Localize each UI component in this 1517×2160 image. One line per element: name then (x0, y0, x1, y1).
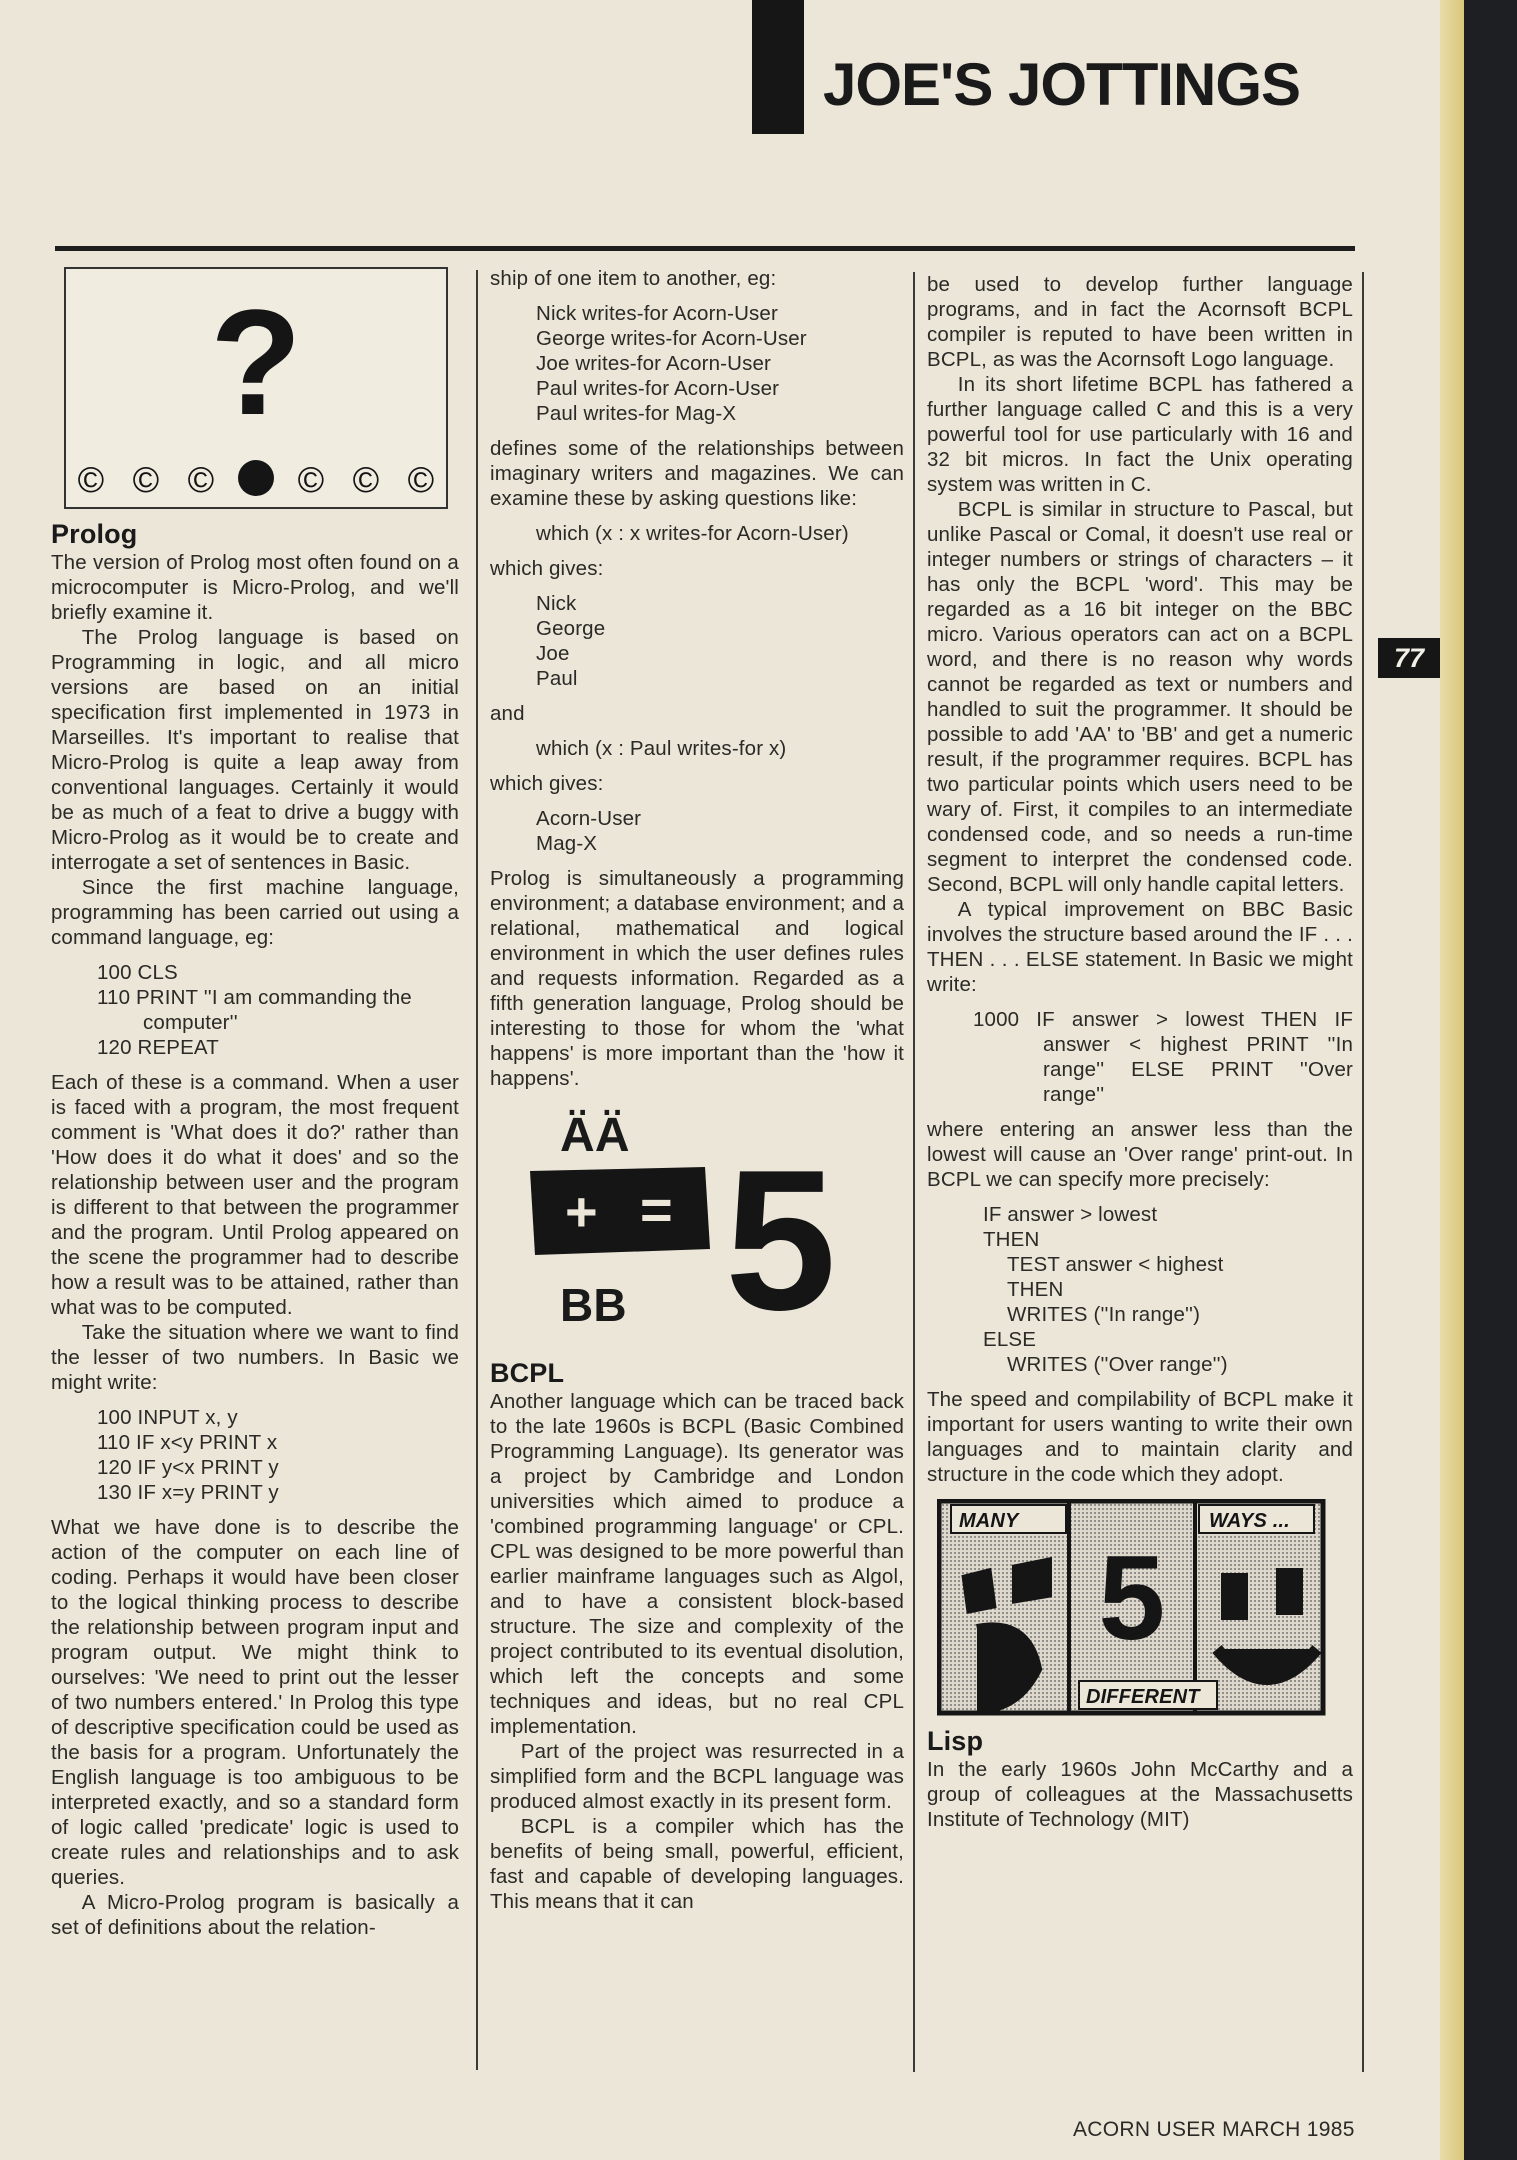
code-line: Paul writes-for Acorn-User (536, 377, 780, 400)
figure (490, 1099, 904, 1349)
code-line: 120 REPEAT (97, 1036, 219, 1059)
code-line: George writes-for Acorn-User (536, 327, 807, 350)
code-line: Joe (536, 642, 570, 665)
paragraph: be used to develop further language programs, and in fact the Acornsoft BCPL compiler is reputed to have been written in BCPL, as was the Acornsoft Logo language. (927, 273, 1353, 371)
circle-icon: © (187, 459, 215, 500)
code-line: Nick writes-for Acorn-User (536, 302, 778, 325)
code-line: 100 CLS (97, 961, 178, 984)
code-line: WRITES (''Over range'') (1007, 1353, 1228, 1376)
code-line: IF answer > lowest (983, 1203, 1158, 1226)
paragraph: A Micro-Prolog program is basically a set of definitions about the relation- (51, 1891, 459, 1939)
paragraph: The version of Prolog most often found on a microcomputer is Micro-Prolog, and we'll briefly examine it. (51, 551, 459, 624)
page-number: 77 (1378, 638, 1440, 678)
code-listing (536, 521, 904, 546)
paragraph: In its short lifetime BCPL has fathered a further language called C and this is a very powerful tool for use particularly with 16 and 32 bit micros. In fact the Unix operating system was written in C. (927, 373, 1353, 496)
figure (51, 266, 459, 512)
code-line: which (x : Paul writes-for x) (536, 737, 787, 760)
paragraph: which gives: (490, 557, 604, 580)
circle-icon: © (407, 459, 435, 500)
aa-label: ÄÄ (560, 1109, 630, 1162)
code-line: 1000 IF answer > lowest THEN IF answer < highest PRINT ''In range'' ELSE PRINT ''Over range'' (973, 1008, 1353, 1106)
section-heading: Lisp (927, 1726, 984, 1756)
code-line: Acorn-User (536, 807, 642, 830)
figure (927, 1499, 1353, 1717)
paragraph: defines some of the relationships between imaginary writers and magazines. We can examine these by asking questions like: (490, 437, 904, 510)
bb-label: BB (560, 1279, 627, 1331)
paragraph: BCPL is a compiler which has the benefits of being small, powerful, efficient, fast and capable of developing languages. This means that it can (490, 1815, 904, 1913)
section-heading: BCPL (490, 1358, 565, 1388)
code-line: 110 IF x<y PRINT x (97, 1431, 278, 1454)
code-line: George (536, 617, 606, 640)
circle-icon: © (297, 459, 325, 500)
code-listing (97, 1405, 459, 1505)
plus-sign: + (565, 1180, 598, 1243)
section-heading: Prolog (51, 519, 138, 549)
code-line: 130 IF x=y PRINT y (97, 1481, 279, 1504)
paragraph: Prolog is simultaneously a programming environment; a database environment; and a relational, mathematical and logical environment in which the user defines rules and requests information. Regarded as a fifth generation language, Prolog should be interesting to those for whom the 'what happens' is more important than the 'how it happens'. (490, 867, 904, 1090)
paragraph: The speed and compilability of BCPL make it important for users wanting to write their own languages and to maintain clarity and structure in the code which they adopt. (927, 1388, 1353, 1486)
column-divider (1362, 272, 1364, 2072)
paragraph: Another language which can be traced back to the late 1960s is BCPL (Basic Combined Programming Language). Its generator was a project by Cambridge and London universities which aimed to produce a 'combined programming language' or CPL. CPL was designed to be more powerful than earlier mainframe languages such as Algol, and to have a consistent block-based structure. The size and complexity of the project contributed to its eventual disolution, which left the concepts and some techniques and ideas, but no real CPL implementation. (490, 1390, 904, 1738)
code-line: THEN (1007, 1278, 1064, 1301)
five-digit: 5 (1098, 1531, 1166, 1665)
paragraph: In the early 1960s John McCarthy and a group of colleagues at the Massachusetts Institute of Technology (MIT) (927, 1758, 1353, 1831)
column-divider (476, 270, 478, 2070)
paragraph: Take the situation where we want to find the lesser of two numbers. In Basic we might write: (51, 1321, 459, 1394)
code-line: Paul (536, 667, 578, 690)
page-edge (1440, 0, 1464, 2160)
question-mark-icon: ? (210, 278, 302, 446)
column-3 (927, 272, 1353, 1832)
paragraph: A typical improvement on BBC Basic involves the structure based around the IF . . . THEN . . . ELSE statement. In Basic we might write: (927, 898, 1353, 996)
equals-sign: = (640, 1178, 673, 1241)
code-listing (983, 1202, 1353, 1377)
circle-icon: © (352, 459, 380, 500)
code-line: THEN (983, 1228, 1040, 1251)
paragraph: Each of these is a command. When a user is faced with a program, the most frequent comment is 'What does it do?' rather than 'How does it do what it does' and so the relationship between user and the program is different to that between the programmer and the program. Until Prolog appeared on the scene the programmer had to describe how a result was to be attained, rather than what was to be computed. (51, 1071, 459, 1319)
code-line: 120 IF y<x PRINT y (97, 1456, 279, 1479)
code-line: Joe writes-for Acorn-User (536, 352, 772, 375)
many-label: MANY (959, 1510, 1019, 1532)
column-2 (490, 266, 904, 1914)
paragraph: What we have done is to describe the action of the computer on each line of coding. Perhaps it would have been closer to the logical thinking process to describe the relationship between program input and program output. We might think to ourselves: 'We need to print out the lesser of two numbers entered.' In Prolog this type of descriptive specification could be used as the basis for a program. Unfortunately the English language is too ambiguous to be interpreted exactly, and so a standard form of logic called 'predicate' logic is used to create rules and relationships and to ask queries. (51, 1516, 459, 1889)
paragraph: The Prolog language is based on Programming in logic, and all micro versions are based on an initial specification first implemented in 1973 in Marseilles. It's important to realise that Micro-Prolog is quite a leap away from conventional languages. Certainly it would be as much of a feat to drive a buggy with Micro-Prolog as it would be to create and interrogate a set of sentences in Basic. (51, 626, 459, 874)
question-mark-illustration (51, 266, 449, 512)
different-label: DIFFERENT (1086, 1686, 1200, 1708)
code-listing (536, 806, 904, 856)
code-listing (973, 1007, 1353, 1107)
paragraph: Part of the project was resurrected in a simplified form and the BCPL language was produced almost exactly in its present form. (490, 1740, 904, 1813)
ways-label: WAYS ... (1209, 1510, 1290, 1532)
code-listing (97, 960, 459, 1060)
code-line: Nick (536, 592, 577, 615)
code-line: Paul writes-for Mag-X (536, 402, 737, 425)
paragraph: which gives: (490, 772, 604, 795)
code-line: which (x : x writes-for Acorn-User) (536, 522, 849, 545)
paragraph: ship of one item to another, eg: (490, 267, 777, 290)
aa-plus-bb-illustration (490, 1099, 904, 1349)
paragraph: Since the first machine language, programming has been carried out using a command language, eg: (51, 876, 459, 949)
code-line: ELSE (983, 1328, 1037, 1351)
page-title: JOE'S JOTTINGS (823, 51, 1301, 118)
circle-icon: © (77, 459, 105, 500)
code-listing (536, 736, 904, 761)
code-line: 110 PRINT ''I am commanding the computer'' (97, 986, 412, 1034)
code-listing (536, 301, 904, 426)
code-line: WRITES (''In range'') (1007, 1303, 1201, 1326)
paragraph: and (490, 702, 525, 725)
column-1 (51, 266, 459, 1940)
header-bar (752, 0, 804, 134)
code-line: TEST answer < highest (1007, 1253, 1224, 1276)
code-line: Mag-X (536, 832, 598, 855)
paragraph: BCPL is similar in structure to Pascal, but unlike Pascal or Comal, it doesn't use real or integer numbers or strings of characters – it has only the BCPL 'word'. This may be regarded as a 16 bit integer on the BBC micro. Various operators can act on a BCPL word, and there is no reason why words cannot be regarded as text or numbers and handled to suit the programmer. It should be possible to add 'AA' to 'BB' and get a numeric result, if the programmer requires. BCPL has two particular points which users need to be wary of. First, it compiles to an intermediate condensed code, and so needs a run-time segment to interpret the condensed code. Second, BCPL will only handle capital letters. (927, 498, 1353, 896)
code-line: 100 INPUT x, y (97, 1406, 238, 1429)
many-ways-illustration (937, 1499, 1337, 1717)
circle-icon: © (132, 459, 160, 500)
header-rule (55, 246, 1355, 251)
five-digit: 5 (725, 1129, 837, 1349)
paragraph: where entering an answer less than the lowest will cause an 'Over range' print-out. In BCPL we can specify more precisely: (927, 1118, 1353, 1191)
column-divider (913, 272, 915, 2072)
code-listing (536, 591, 904, 691)
footer-credit: ACORN USER MARCH 1985 (1073, 2118, 1355, 2141)
